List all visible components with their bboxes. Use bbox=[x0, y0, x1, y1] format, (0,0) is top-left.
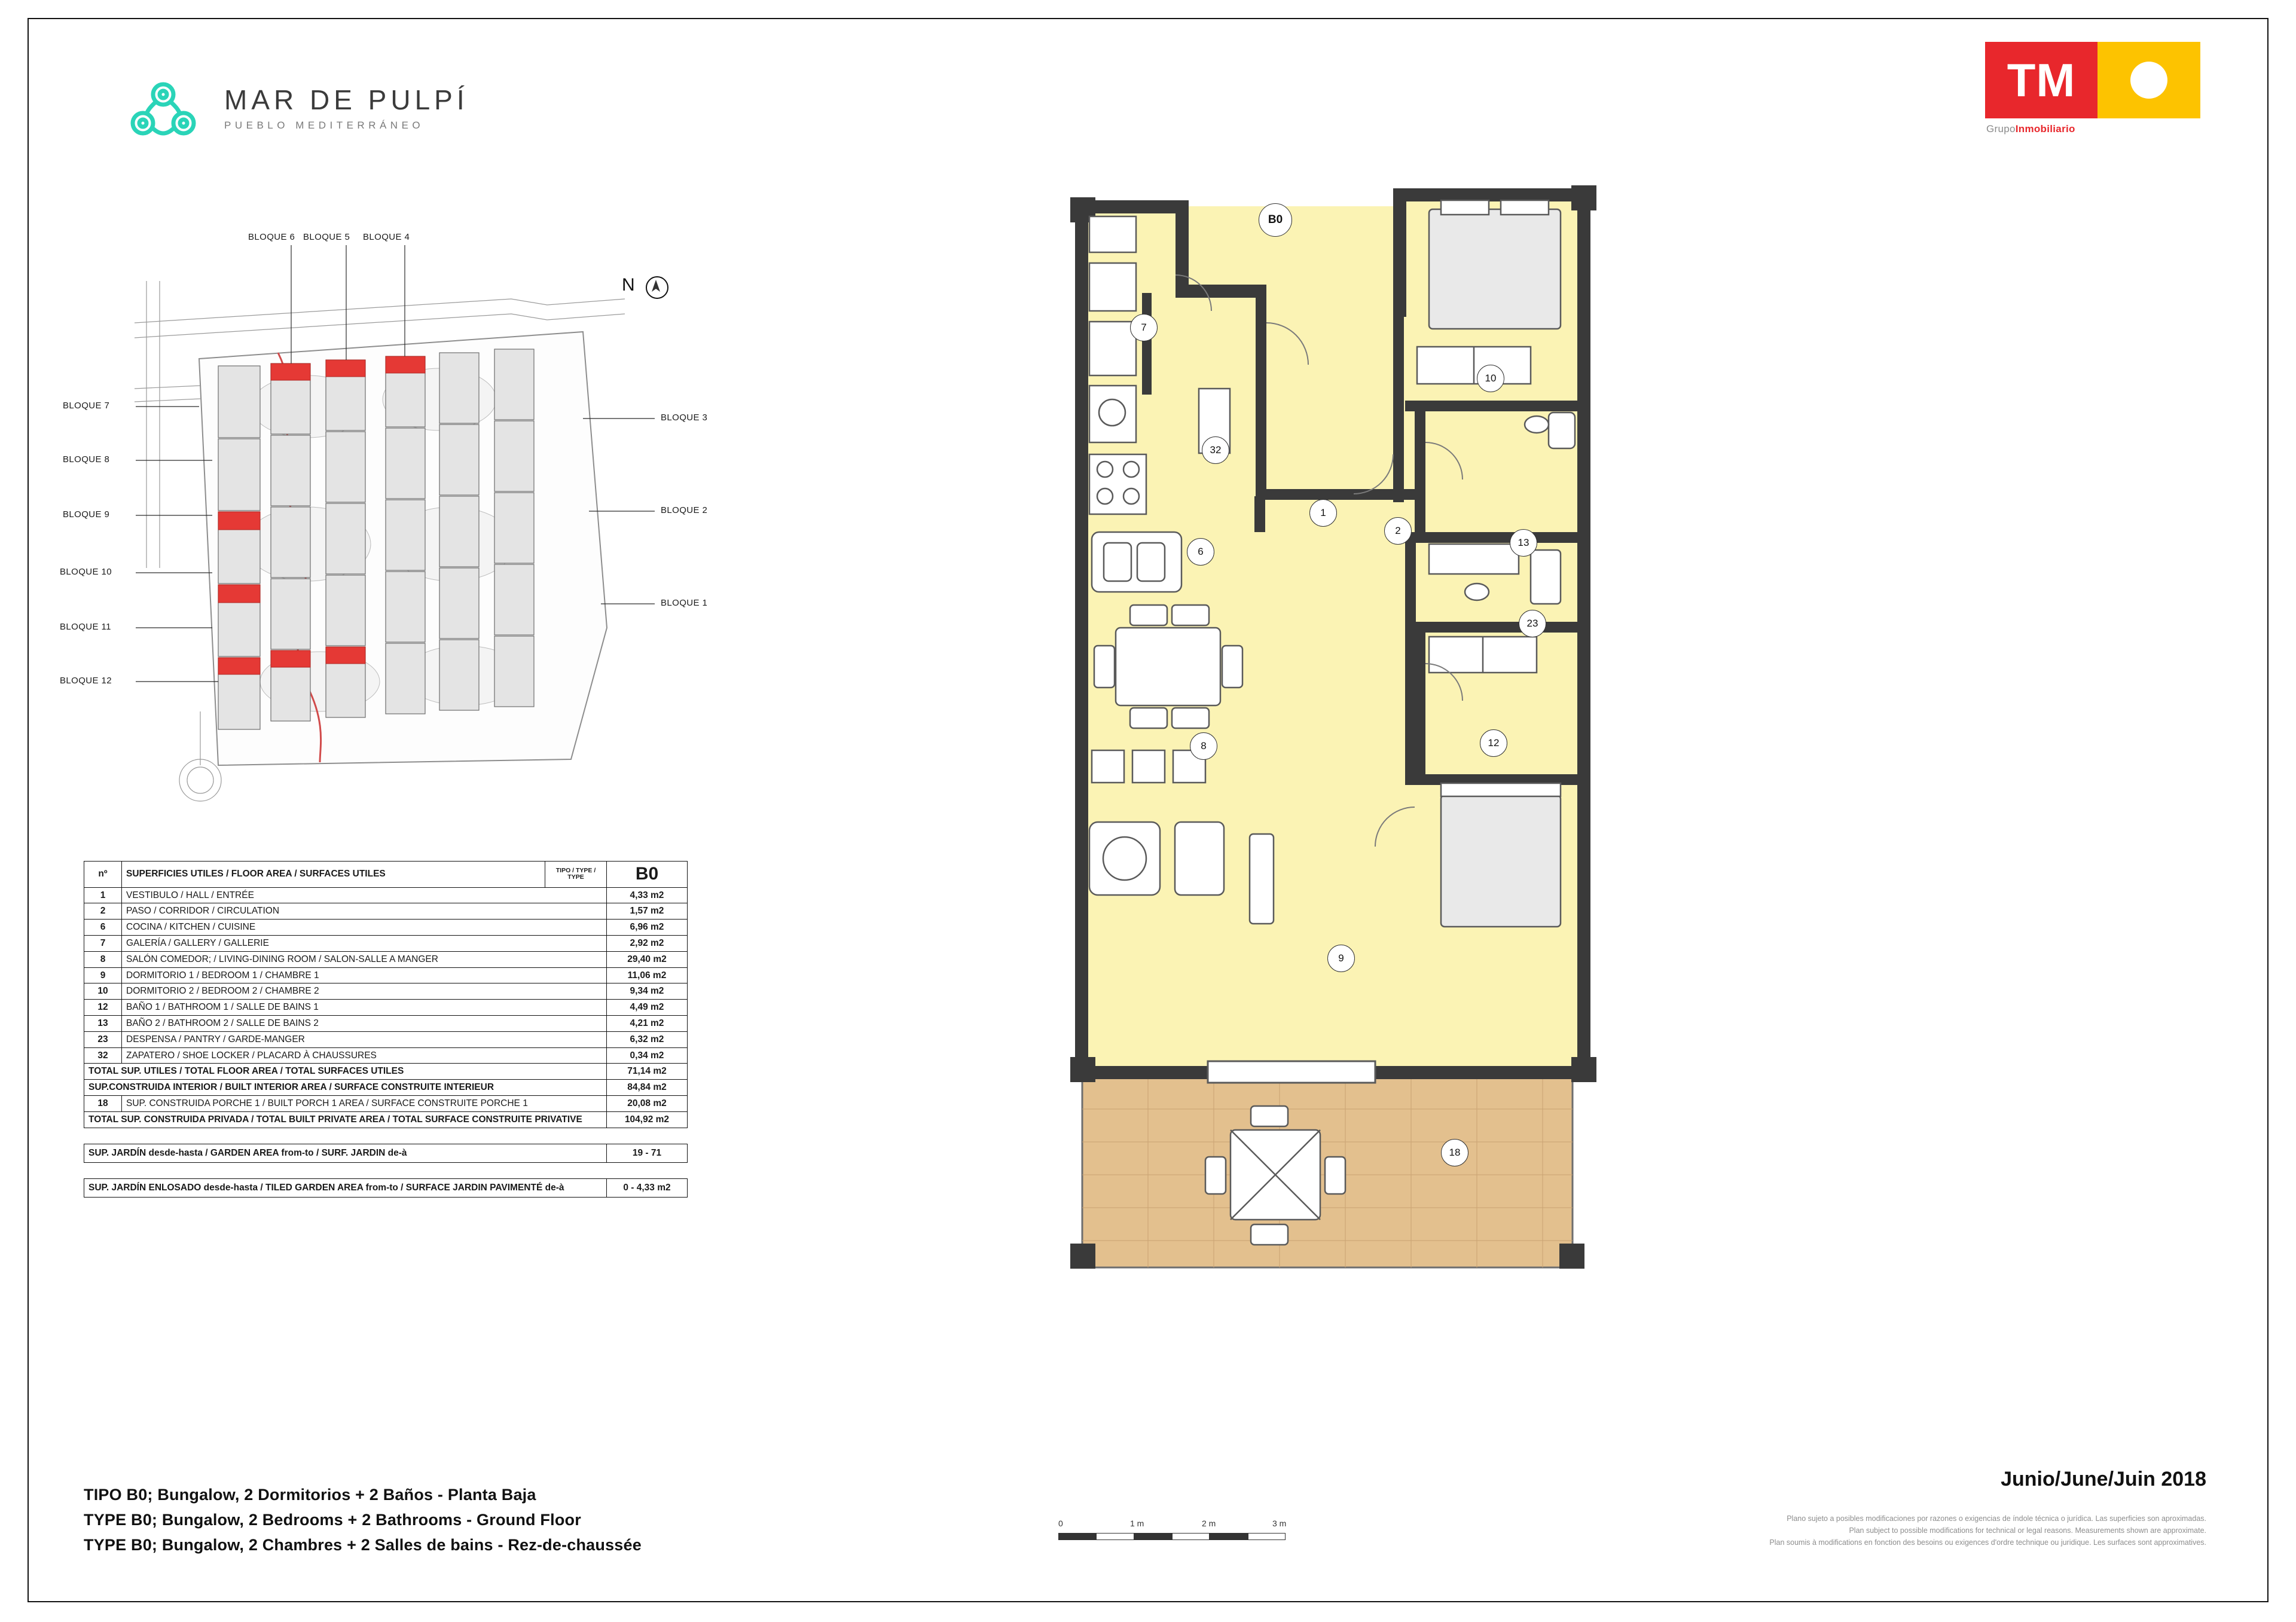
total-label: TOTAL SUP. UTILES / TOTAL FLOOR AREA / TOTAL SURFACES UTILES bbox=[84, 1064, 607, 1080]
plan-date: Junio/June/Juin 2018 bbox=[2001, 1468, 2206, 1490]
tm-initials: TM bbox=[2007, 53, 2076, 106]
garden-area-table bbox=[84, 1144, 688, 1163]
developer-caption-bold: Inmobiliario bbox=[2015, 123, 2075, 135]
tiled-garden-area-table bbox=[84, 1178, 688, 1198]
room-marker-9: 9 bbox=[1327, 945, 1355, 972]
table-total-row bbox=[84, 1064, 688, 1080]
row-num: 9 bbox=[84, 967, 122, 983]
tiled-garden-value: 0 - 4,33 m2 bbox=[607, 1178, 688, 1197]
developer-caption bbox=[1986, 123, 2075, 135]
row-num: 10 bbox=[84, 983, 122, 1000]
row-label: DORMITORIO 1 / BEDROOM 1 / CHAMBRE 1 bbox=[122, 967, 607, 983]
type-tag-b0: B0 bbox=[1259, 203, 1292, 237]
table-row bbox=[84, 903, 688, 920]
site-block-label-11: BLOQUE 11 bbox=[60, 622, 111, 632]
row-value: 9,34 m2 bbox=[607, 983, 688, 1000]
row-value: 4,21 m2 bbox=[607, 1016, 688, 1032]
scale-tick-2: 2 m bbox=[1202, 1519, 1216, 1528]
garden-label: SUP. JARDÍN desde-hasta / GARDEN AREA from-to / SURF. JARDIN de-à bbox=[84, 1144, 607, 1162]
north-arrow-icon bbox=[646, 276, 668, 299]
site-block-label-10: BLOQUE 10 bbox=[60, 567, 112, 577]
site-block-label-7: BLOQUE 7 bbox=[63, 401, 110, 411]
tiled-garden-row bbox=[84, 1178, 688, 1197]
row-value: 6,96 m2 bbox=[607, 920, 688, 936]
site-block-label-2: BLOQUE 2 bbox=[661, 505, 708, 515]
row-num: 2 bbox=[84, 903, 122, 920]
room-marker-18: 18 bbox=[1441, 1139, 1468, 1166]
row-value: 0,34 m2 bbox=[607, 1047, 688, 1064]
table-row bbox=[84, 983, 688, 1000]
room-marker-32: 32 bbox=[1202, 436, 1229, 464]
brand-tagline: PUEBLO MEDITERRÁNEO bbox=[224, 120, 425, 131]
north-label: N bbox=[622, 275, 635, 295]
total-value: 84,84 m2 bbox=[607, 1080, 688, 1096]
type-captions bbox=[84, 1483, 642, 1558]
row-label: GALERÍA / GALLERY / GALLERIE bbox=[122, 935, 607, 951]
table-row bbox=[84, 935, 688, 951]
row-value: 4,49 m2 bbox=[607, 1000, 688, 1016]
table-row bbox=[84, 967, 688, 983]
garden-row bbox=[84, 1144, 688, 1162]
row-num: 13 bbox=[84, 1016, 122, 1032]
disclaimer-en: Plan subject to possible modifications for technical or legal reasons. Measurements shown are approximate. bbox=[1849, 1526, 2206, 1535]
disclaimer-es: Plano sujeto a posibles modificaciones por razones o exigencias de índole técnica o jurídica. Las superficies son aproximadas. bbox=[1787, 1514, 2206, 1523]
table-row bbox=[84, 1000, 688, 1016]
row-value: 6,32 m2 bbox=[607, 1031, 688, 1047]
room-marker-13: 13 bbox=[1510, 529, 1537, 557]
tm-initials-block bbox=[1985, 42, 2097, 118]
row-num: 18 bbox=[84, 1096, 122, 1112]
row-label: SUP. CONSTRUIDA PORCHE 1 / BUILT PORCH 1 AREA / SURFACE CONSTRUITE PORCHE 1 bbox=[122, 1096, 607, 1112]
caption-es: TIPO B0; Bungalow, 2 Dormitorios + 2 Baños - Planta Baja bbox=[84, 1486, 536, 1504]
row-num: 8 bbox=[84, 951, 122, 967]
circle-icon bbox=[2130, 62, 2167, 99]
row-num: 32 bbox=[84, 1047, 122, 1064]
table-row bbox=[84, 1031, 688, 1047]
table-row bbox=[84, 1047, 688, 1064]
table-total-private-row bbox=[84, 1111, 688, 1128]
row-label: SALÓN COMEDOR; / LIVING-DINING ROOM / SALON-SALLE A MANGER bbox=[122, 951, 607, 967]
row-num: 6 bbox=[84, 920, 122, 936]
brand-logo bbox=[129, 78, 547, 155]
table-total-row bbox=[84, 1080, 688, 1096]
room-marker-1: 1 bbox=[1309, 499, 1337, 527]
scale-tick-0: 0 bbox=[1058, 1519, 1063, 1528]
row-value: 1,57 m2 bbox=[607, 903, 688, 920]
site-plan bbox=[60, 209, 708, 807]
site-block-label-5: BLOQUE 5 bbox=[303, 232, 350, 242]
header-type: TIPO / TYPE / TYPE bbox=[545, 862, 607, 888]
caption-fr: TYPE B0; Bungalow, 2 Chambres + 2 Salles de bains - Rez-de-chaussée bbox=[84, 1535, 642, 1554]
total-value: 104,92 m2 bbox=[607, 1111, 688, 1128]
row-num: 12 bbox=[84, 1000, 122, 1016]
table-row-porch bbox=[84, 1096, 688, 1112]
header-type-value: B0 bbox=[607, 862, 688, 888]
total-value: 71,14 m2 bbox=[607, 1064, 688, 1080]
table-row bbox=[84, 1016, 688, 1032]
developer-caption-pre: Grupo bbox=[1986, 123, 2016, 135]
floor-plan-drawing bbox=[1058, 173, 1656, 1441]
header-num: nº bbox=[84, 862, 122, 888]
table-row bbox=[84, 920, 688, 936]
row-value: 20,08 m2 bbox=[607, 1096, 688, 1112]
scale-tick-1: 1 m bbox=[1130, 1519, 1144, 1528]
room-marker-10: 10 bbox=[1477, 365, 1504, 392]
room-marker-7: 7 bbox=[1130, 314, 1158, 341]
row-label: VESTIBULO / HALL / ENTRÉE bbox=[122, 887, 607, 903]
row-num: 23 bbox=[84, 1031, 122, 1047]
total-label: SUP.CONSTRUIDA INTERIOR / BUILT INTERIOR AREA / SURFACE CONSTRUITE INTERIEUR bbox=[84, 1080, 607, 1096]
floor-plan bbox=[1058, 173, 1656, 1441]
surface-table bbox=[84, 861, 688, 1198]
room-marker-6: 6 bbox=[1187, 538, 1214, 566]
mar-de-pulpi-icon bbox=[129, 80, 209, 152]
scale-bar bbox=[1058, 1519, 1292, 1540]
header-title: SUPERFICIES UTILES / FLOOR AREA / SURFACES UTILES bbox=[122, 862, 545, 888]
table-row bbox=[84, 887, 688, 903]
scale-bar-graphic bbox=[1058, 1533, 1286, 1540]
table-row bbox=[84, 951, 688, 967]
tm-dot-block bbox=[2097, 42, 2200, 118]
room-marker-23: 23 bbox=[1519, 610, 1546, 637]
room-marker-2: 2 bbox=[1384, 517, 1412, 545]
total-label: TOTAL SUP. CONSTRUIDA PRIVADA / TOTAL BUILT PRIVATE AREA / TOTAL SURFACE CONSTRUITE PRIVATIVE bbox=[84, 1111, 607, 1128]
row-value: 2,92 m2 bbox=[607, 935, 688, 951]
scale-tick-3: 3 m bbox=[1272, 1519, 1287, 1528]
site-block-label-8: BLOQUE 8 bbox=[63, 454, 110, 465]
row-label: DORMITORIO 2 / BEDROOM 2 / CHAMBRE 2 bbox=[122, 983, 607, 1000]
row-value: 4,33 m2 bbox=[607, 887, 688, 903]
tiled-garden-label: SUP. JARDÍN ENLOSADO desde-hasta / TILED GARDEN AREA from-to / SURFACE JARDIN PAVIMENTÉ de-à bbox=[84, 1178, 607, 1197]
row-label: COCINA / KITCHEN / CUISINE bbox=[122, 920, 607, 936]
site-block-label-9: BLOQUE 9 bbox=[63, 509, 110, 520]
row-label: PASO / CORRIDOR / CIRCULATION bbox=[122, 903, 607, 920]
row-value: 11,06 m2 bbox=[607, 967, 688, 983]
developer-logo bbox=[1985, 42, 2206, 149]
row-num: 7 bbox=[84, 935, 122, 951]
row-num: 1 bbox=[84, 887, 122, 903]
row-label: BAÑO 1 / BATHROOM 1 / SALLE DE BAINS 1 bbox=[122, 1000, 607, 1016]
row-label: DESPENSA / PANTRY / GARDE-MANGER bbox=[122, 1031, 607, 1047]
site-plan-drawing bbox=[129, 209, 810, 813]
room-marker-12: 12 bbox=[1480, 729, 1507, 757]
brand-name: MAR DE PULPÍ bbox=[224, 84, 469, 115]
garden-value: 19 - 71 bbox=[607, 1144, 688, 1162]
site-block-label-1: BLOQUE 1 bbox=[661, 598, 708, 608]
disclaimer-fr: Plan soumis à modifications en fonction des besoins ou exigences d'ordre technique ou juridique. Les surfaces sont approximatives. bbox=[1769, 1538, 2206, 1547]
disclaimer bbox=[1429, 1513, 2206, 1548]
site-block-label-6: BLOQUE 6 bbox=[248, 232, 295, 242]
site-block-label-12: BLOQUE 12 bbox=[60, 676, 112, 686]
caption-en: TYPE B0; Bungalow, 2 Bedrooms + 2 Bathrooms - Ground Floor bbox=[84, 1510, 581, 1529]
room-marker-8: 8 bbox=[1190, 732, 1217, 760]
site-block-label-4: BLOQUE 4 bbox=[363, 232, 410, 242]
row-label: BAÑO 2 / BATHROOM 2 / SALLE DE BAINS 2 bbox=[122, 1016, 607, 1032]
site-block-label-3: BLOQUE 3 bbox=[661, 413, 708, 423]
table-header-row bbox=[84, 862, 688, 888]
row-value: 29,40 m2 bbox=[607, 951, 688, 967]
row-label: ZAPATERO / SHOE LOCKER / PLACARD À CHAUSSURES bbox=[122, 1047, 607, 1064]
